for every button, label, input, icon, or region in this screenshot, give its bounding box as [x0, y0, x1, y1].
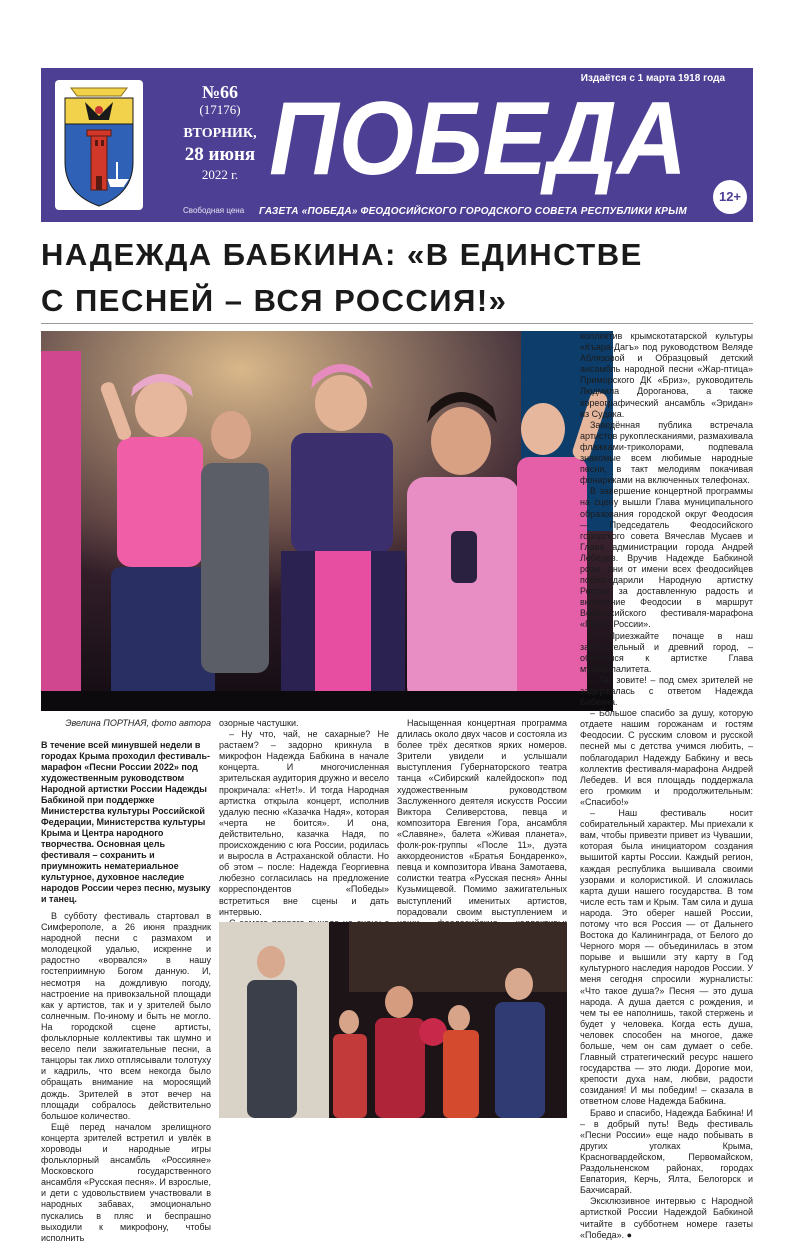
second-photo — [219, 922, 567, 1118]
paragraph: – Так зовите! – под смех зрителей не задержалась с ответом Надежда Бабкина. — [580, 674, 753, 708]
paragraph: озорные частушки. — [219, 718, 299, 728]
issue-year: 2022 г. — [201, 167, 239, 182]
end-mark: ● — [626, 1229, 633, 1240]
logo-text: ПОБЕДА — [269, 81, 687, 197]
article-column-1 — [41, 740, 211, 1244]
paragraph: Заведённая публика встречала артистов рукоплесканиями, размахивала флажками-триколорами, подпевала знакомые всем любимые народные песни, в такт мелодиям покачивая фонариками на включенных телефонах. — [580, 419, 753, 486]
paragraph: Браво и спасибо, Надежда Бабкина! И – в добрый путь! Ведь фестиваль «Песни России» еще надо побывать в других уголках Крыма, Красногвардейском, Первомайском, Раздольненском районах, городах Евпатория, Керчь, Ялта, Белогорск и Бахчисарай. — [580, 1107, 753, 1196]
headline-line-1: НАДЕЖДА БАБКИНА: «В ЕДИНСТВЕ — [41, 237, 643, 272]
closing-paragraph: Эксклюзивное интервью с Народной артисткой России Надеждой Бабкиной читайте в субботнем номере газеты «Победа». — [580, 1196, 753, 1240]
paragraph: Ещё перед началом зрелищного концерта зрителей встретил и увлёк в хороводы и народные игры фольклорный ансамбль «Россияне» Московского государственного ансамбля «Русская песня». И взрослые, и дети с удовольствием участвовали в народных забавах, эмоционально пускались в пляс и беспрашно выходили к микрофону, чтобы исполнить — [41, 1121, 211, 1243]
masthead — [41, 68, 753, 222]
headline-line-2: С ПЕСНЕЙ – ВСЯ РОССИЯ!» — [41, 283, 508, 318]
article-column-4 — [580, 331, 753, 1241]
issue-weekday: ВТОРНИК, — [183, 126, 257, 141]
paragraph: В завершение концертной программы на сцену вышли Глава муниципального образования городской округ Феодосия — Председатель Феодосийского городского совета Вячеслав Мусаев и Глава администрации города Андрей Лебедев. Вручив Надежде Бабкиной розы, они от имени всех феодосийцев поблагодарили Народную артистку России за доставленную радость и включение Феодосии в маршрут Всероссийского фестиваля-марафона «Песни России». — [580, 486, 753, 630]
award-ceremony-photo — [219, 922, 567, 1118]
price-note: Свободная цена — [183, 206, 245, 215]
issue-date: 28 июня — [184, 144, 256, 165]
newspaper-logo — [265, 81, 691, 197]
article-lead: В течение всей минувшей недели в городах Крыма проходил фестиваль-марафон «Песни России 2022» под художественным руководством Народной артистки России Надежды Бабкиной при поддержке Министерства культуры Российской Федерации, Министерства культуры Крыма и Центра народного творчества. Основная цель фестиваля – сохранить и приумножить нематериальное культурное, духовное наследие народов России через песню, музыку и танец. — [41, 740, 211, 904]
paragraph: В субботу фестиваль стартовал в Симферополе, а 26 июня праздник народной песни с размахом и молодецкой удалью, искренне и радостно «ворвался» в нашу гостеприимную Богом данную. И, несмотря на дождливую погоду, настроение на привокзальной площади как у артистов, так и у зрителей было солнечным. По-иному и быть не могло. На городской сцене артисты, фольклорные коллективы так шумно и весело пели зажигательные песни, а танцоры так лихо отплясывали толотуху и кадриль, что всем некогда было обращать внимание на моросящий дождь. Зрителей в этот вечер на площади собралось действительно большое количество. — [41, 911, 211, 1121]
paragraph: – Ну что, чай, не сахарные? Не растаем? – задорно крикнула в микрофон Надежда Бабкина в начале концерта. И многочисленная зрительская аудитория дружно и весело прокричала: «Нет!». И тогда Народная артистка открыла концерт, исполнив удалую песню «Казачка Надя», которая «черта не боится». И она, действительно, казачка Надя, по происхождению с юга России, родилась и выросла в Астраханской области. Но об этом – после: Надежда Георгиевна любезно согласилась на предложение корреспондентов «Победы» встретиться вне сцены и дать интервью. — [219, 729, 389, 917]
paragraph: Насыщенная концертная программа длилась около двух часов и состояла из более трёх десятков ярких номеров. Зрители увидели и услышали выступления Губернаторского театра танца «Сибирский калейдоскоп» под художественным руководством Заслуженного деятеля искусств России Виктора Селиверстова, певца и композитора Евгения Гора, ансамбля «Славяне», балета «Живая планета», фолк-рок-группы «После 11», дуэта аккордеонистов «Братья Бондаренко», певца и композитора Ивана Замотаева, солистки театра «Русская песня» Анны Кузьмищевой. Помимо зажигательных выступлений именитых артистов, порадовали своим выступлением и — [397, 718, 567, 917]
paragraph: – Большое спасибо за душу, которую отдаете нашим горожанам и гостям Феодосии. С русским словом и русской песней мы с детства учимся любить, – поблагодарил Надежду Бабкину и весь коллектив фестиваля-марафона Андрей Лебедев. И вся площадь поддержала его громким и продолжительным: «Спасибо!» — [580, 708, 753, 807]
main-photo — [41, 331, 613, 711]
issue-number: №66 — [201, 82, 239, 102]
paragraph: – Наш фестиваль носит собирательный характер. Мы приехали к вам, чтобы привезти привет из Чувашии, которая была инициатором создания вышитой карты России. Каждый регион, каждая республика вышивала своими узорами и колористикой. И сложилась карта души нашего государства. В том числе есть там и Крым. Там сила и душа народа. Это оберег нашей России, потому что вся Россия — от Дальнего Востока до Калининграда, от Белого до Черного моря — объединилась в этом порыве и вышили эту карту в Год культурного наследия народов России. У меня сегодня спросили журналисты: «Что такое душа?» Песня — это душа народа. А душа дается с рождения, и чем ты ее наполнишь, такой стержень и будет у человека. Когда есть душа, человек способен на многое, даже больше, чем он сам думает о себе. Главный стратегический ресурс нашего государства — это люди. Дорогие мои, крепости духа нам, любви, радости созидания! И мы победим! – сказала в ответном слове Надежда Бабкина. — [580, 808, 753, 1107]
photo-credit: Эвелина ПОРТНАЯ, фото автора — [65, 718, 211, 728]
paragraph: коллектив крымскотатарской культуры «Къара-Дагъ» под руководством Веляде Аблязовой и Образцовый детский ансамбль народной песни «Жар-птица» Приморского ДК «Бриз», руководитель Людмила Дороганова, а также хореографический ансамбль «Эридан» из Судака. — [580, 331, 753, 419]
issue-total: (17176) — [199, 102, 241, 117]
city-coat-of-arms — [51, 76, 147, 214]
concert-stage-photo — [41, 331, 613, 711]
paragraph: – Приезжайте почаще в наш замечательный и древний город, – обратился к артистке Глава муниципалитета. — [580, 630, 753, 674]
article-headline — [41, 232, 753, 324]
masthead-subtitle: ГАЗЕТА «ПОБЕДА» ФЕОДОСИЙСКОГО ГОРОДСКОГО СОВЕТА РЕСПУБЛИКИ КРЫМ — [259, 206, 687, 217]
paragraph — [580, 1196, 753, 1240]
issue-info — [161, 82, 279, 184]
age-rating-badge: 12+ — [713, 180, 747, 214]
since-note: Издаётся с 1 марта 1918 года — [580, 73, 725, 84]
headline-divider — [41, 323, 753, 324]
